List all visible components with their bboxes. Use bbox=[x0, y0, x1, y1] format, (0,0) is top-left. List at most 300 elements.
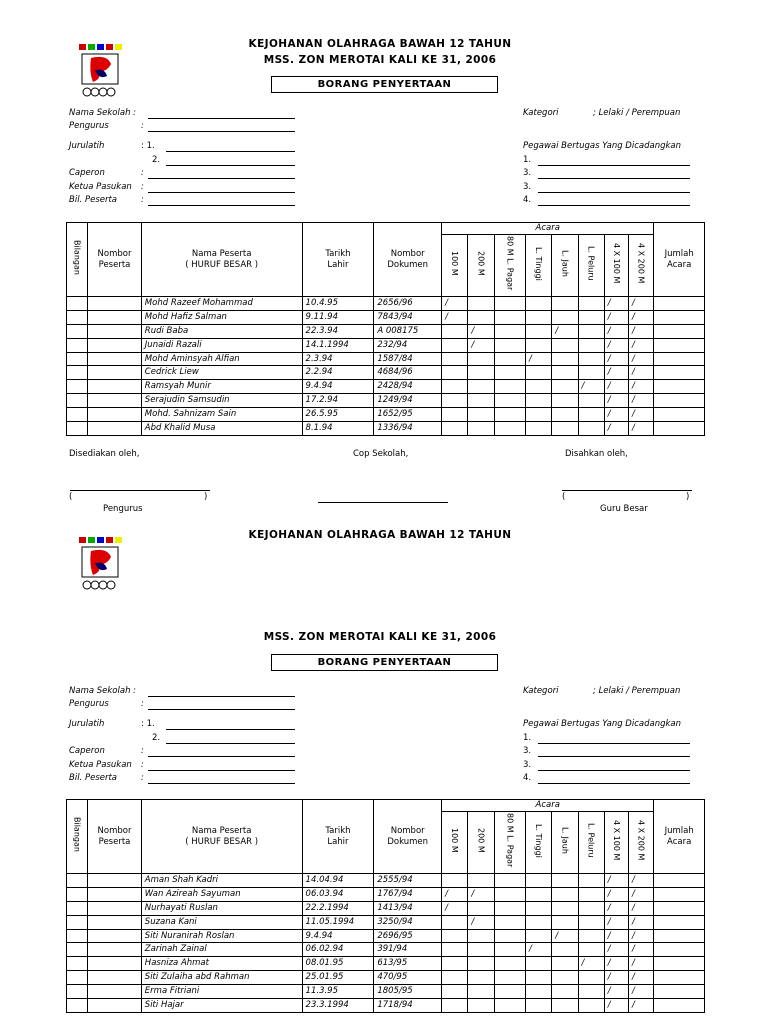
cell-event-mark[interactable] bbox=[442, 929, 468, 943]
cell-jumlah-acara[interactable] bbox=[654, 887, 705, 901]
cell-event-mark[interactable] bbox=[552, 887, 578, 901]
cell-jumlah-acara[interactable] bbox=[654, 985, 705, 999]
cell-event-mark[interactable] bbox=[525, 310, 551, 324]
cell-event-mark[interactable] bbox=[578, 874, 604, 888]
cell-event-mark[interactable] bbox=[525, 915, 551, 929]
cell-tarikh-lahir[interactable]: 08.01.95 bbox=[302, 957, 374, 971]
cell-event-mark[interactable]: / bbox=[604, 422, 628, 436]
cell-event-mark[interactable] bbox=[494, 408, 525, 422]
cell-event-mark[interactable] bbox=[552, 408, 578, 422]
cell-nama-peserta[interactable]: Siti Zulaiha abd Rahman bbox=[141, 971, 302, 985]
cell-event-mark[interactable]: / bbox=[604, 408, 628, 422]
cell-jumlah-acara[interactable] bbox=[654, 943, 705, 957]
cell-event-mark[interactable] bbox=[468, 352, 494, 366]
field-pegawai-4[interactable] bbox=[538, 783, 690, 784]
cell-tarikh-lahir[interactable]: 06.02.94 bbox=[302, 943, 374, 957]
cell-jumlah-acara[interactable] bbox=[654, 310, 705, 324]
cell-event-mark[interactable] bbox=[468, 874, 494, 888]
cell-event-mark[interactable] bbox=[468, 999, 494, 1013]
cell-event-mark[interactable] bbox=[442, 352, 468, 366]
field-nama-sekolah[interactable] bbox=[148, 696, 295, 697]
cell-jumlah-acara[interactable] bbox=[654, 874, 705, 888]
cell-event-mark[interactable] bbox=[525, 338, 551, 352]
cell-nombor-dokumen[interactable]: 1587/84 bbox=[374, 352, 442, 366]
cell-bilangan[interactable] bbox=[67, 408, 88, 422]
cell-bilangan[interactable] bbox=[67, 887, 88, 901]
cell-event-mark[interactable] bbox=[442, 324, 468, 338]
cell-event-mark[interactable]: / bbox=[604, 915, 628, 929]
cell-event-mark[interactable] bbox=[578, 338, 604, 352]
cell-nombor-peserta[interactable] bbox=[88, 366, 142, 380]
cell-event-mark[interactable] bbox=[442, 971, 468, 985]
cell-event-mark[interactable]: / bbox=[629, 999, 654, 1013]
sign-line-pengurus[interactable] bbox=[70, 490, 210, 491]
cell-event-mark[interactable] bbox=[578, 943, 604, 957]
sign-line-cop[interactable] bbox=[318, 502, 448, 503]
cell-event-mark[interactable] bbox=[494, 422, 525, 436]
cell-bilangan[interactable] bbox=[67, 901, 88, 915]
cell-event-mark[interactable]: / bbox=[442, 310, 468, 324]
field-pegawai-3[interactable] bbox=[538, 770, 690, 771]
cell-bilangan[interactable] bbox=[67, 422, 88, 436]
cell-event-mark[interactable] bbox=[578, 310, 604, 324]
cell-event-mark[interactable] bbox=[552, 297, 578, 311]
cell-event-mark[interactable] bbox=[578, 394, 604, 408]
cell-nombor-peserta[interactable] bbox=[88, 338, 142, 352]
cell-jumlah-acara[interactable] bbox=[654, 380, 705, 394]
cell-nama-peserta[interactable]: Mohd Razeef Mohammad bbox=[141, 297, 302, 311]
cell-event-mark[interactable] bbox=[552, 874, 578, 888]
cell-bilangan[interactable] bbox=[67, 985, 88, 999]
cell-nama-peserta[interactable]: Mohd. Sahnizam Sain bbox=[141, 408, 302, 422]
cell-event-mark[interactable] bbox=[442, 874, 468, 888]
cell-event-mark[interactable]: / bbox=[604, 874, 628, 888]
cell-nombor-dokumen[interactable]: 2555/94 bbox=[374, 874, 442, 888]
cell-event-mark[interactable] bbox=[442, 999, 468, 1013]
cell-event-mark[interactable] bbox=[494, 957, 525, 971]
cell-event-mark[interactable]: / bbox=[604, 297, 628, 311]
cell-tarikh-lahir[interactable]: 17.2.94 bbox=[302, 394, 374, 408]
cell-event-mark[interactable] bbox=[442, 338, 468, 352]
cell-event-mark[interactable] bbox=[494, 874, 525, 888]
cell-nombor-dokumen[interactable]: 2656/96 bbox=[374, 297, 442, 311]
cell-event-mark[interactable] bbox=[525, 366, 551, 380]
cell-event-mark[interactable] bbox=[552, 422, 578, 436]
cell-nama-peserta[interactable]: Abd Khalid Musa bbox=[141, 422, 302, 436]
cell-nama-peserta[interactable]: Ramsyah Munir bbox=[141, 380, 302, 394]
cell-nombor-dokumen[interactable]: 1805/95 bbox=[374, 985, 442, 999]
cell-tarikh-lahir[interactable]: 22.3.94 bbox=[302, 324, 374, 338]
cell-nombor-peserta[interactable] bbox=[88, 352, 142, 366]
cell-nombor-peserta[interactable] bbox=[88, 874, 142, 888]
field-pengurus[interactable] bbox=[148, 131, 295, 132]
field-pegawai-1[interactable] bbox=[538, 743, 690, 744]
cell-event-mark[interactable] bbox=[494, 999, 525, 1013]
cell-event-mark[interactable] bbox=[525, 901, 551, 915]
field-bil-peserta[interactable] bbox=[148, 783, 295, 784]
cell-event-mark[interactable] bbox=[468, 422, 494, 436]
cell-event-mark[interactable]: / bbox=[629, 422, 654, 436]
cell-event-mark[interactable] bbox=[552, 957, 578, 971]
cell-event-mark[interactable] bbox=[468, 366, 494, 380]
cell-event-mark[interactable] bbox=[525, 422, 551, 436]
cell-nama-peserta[interactable]: Mohd Aminsyah Alfian bbox=[141, 352, 302, 366]
cell-nombor-dokumen[interactable]: 1718/94 bbox=[374, 999, 442, 1013]
cell-bilangan[interactable] bbox=[67, 310, 88, 324]
cell-event-mark[interactable]: / bbox=[604, 352, 628, 366]
cell-event-mark[interactable] bbox=[494, 929, 525, 943]
cell-jumlah-acara[interactable] bbox=[654, 408, 705, 422]
cell-bilangan[interactable] bbox=[67, 338, 88, 352]
cell-tarikh-lahir[interactable]: 8.1.94 bbox=[302, 422, 374, 436]
cell-nombor-dokumen[interactable]: 2696/95 bbox=[374, 929, 442, 943]
cell-event-mark[interactable] bbox=[468, 380, 494, 394]
cell-jumlah-acara[interactable] bbox=[654, 971, 705, 985]
cell-event-mark[interactable]: / bbox=[604, 310, 628, 324]
cell-nombor-peserta[interactable] bbox=[88, 422, 142, 436]
field-jurulatih-1[interactable] bbox=[166, 729, 295, 730]
cell-event-mark[interactable]: / bbox=[604, 985, 628, 999]
cell-event-mark[interactable] bbox=[525, 380, 551, 394]
cell-jumlah-acara[interactable] bbox=[654, 999, 705, 1013]
field-jurulatih-1[interactable] bbox=[166, 151, 295, 152]
cell-tarikh-lahir[interactable]: 11.3.95 bbox=[302, 985, 374, 999]
cell-event-mark[interactable] bbox=[578, 887, 604, 901]
cell-event-mark[interactable] bbox=[552, 394, 578, 408]
cell-event-mark[interactable] bbox=[578, 929, 604, 943]
cell-event-mark[interactable]: / bbox=[629, 943, 654, 957]
cell-tarikh-lahir[interactable]: 14.1.1994 bbox=[302, 338, 374, 352]
cell-event-mark[interactable] bbox=[552, 310, 578, 324]
cell-jumlah-acara[interactable] bbox=[654, 929, 705, 943]
cell-event-mark[interactable] bbox=[468, 957, 494, 971]
cell-nombor-peserta[interactable] bbox=[88, 394, 142, 408]
field-ketua-pasukan[interactable] bbox=[148, 770, 295, 771]
cell-tarikh-lahir[interactable]: 9.11.94 bbox=[302, 310, 374, 324]
cell-event-mark[interactable]: / bbox=[629, 310, 654, 324]
field-bil-peserta[interactable] bbox=[148, 205, 295, 206]
cell-nombor-dokumen[interactable]: 1249/94 bbox=[374, 394, 442, 408]
cell-nama-peserta[interactable]: Nurhayati Ruslan bbox=[141, 901, 302, 915]
cell-nama-peserta[interactable]: Siti Nuranirah Roslan bbox=[141, 929, 302, 943]
cell-event-mark[interactable] bbox=[578, 985, 604, 999]
cell-event-mark[interactable] bbox=[468, 943, 494, 957]
cell-nama-peserta[interactable]: Aman Shah Kadri bbox=[141, 874, 302, 888]
field-pengurus[interactable] bbox=[148, 709, 295, 710]
cell-event-mark[interactable]: / bbox=[629, 985, 654, 999]
cell-nama-peserta[interactable]: Suzana Kani bbox=[141, 915, 302, 929]
cell-nombor-peserta[interactable] bbox=[88, 297, 142, 311]
cell-jumlah-acara[interactable] bbox=[654, 366, 705, 380]
cell-nombor-peserta[interactable] bbox=[88, 310, 142, 324]
cell-event-mark[interactable]: / bbox=[604, 887, 628, 901]
cell-event-mark[interactable]: / bbox=[629, 957, 654, 971]
cell-nombor-peserta[interactable] bbox=[88, 943, 142, 957]
cell-event-mark[interactable] bbox=[525, 929, 551, 943]
cell-event-mark[interactable] bbox=[578, 422, 604, 436]
cell-event-mark[interactable]: / bbox=[525, 352, 551, 366]
cell-event-mark[interactable] bbox=[494, 324, 525, 338]
cell-event-mark[interactable] bbox=[552, 366, 578, 380]
field-nama-sekolah[interactable] bbox=[148, 118, 295, 119]
cell-nombor-dokumen[interactable]: 232/94 bbox=[374, 338, 442, 352]
cell-event-mark[interactable] bbox=[442, 394, 468, 408]
field-pegawai-2[interactable] bbox=[538, 178, 690, 179]
cell-nombor-dokumen[interactable]: 7843/94 bbox=[374, 310, 442, 324]
cell-event-mark[interactable] bbox=[578, 324, 604, 338]
cell-event-mark[interactable] bbox=[578, 366, 604, 380]
cell-event-mark[interactable]: / bbox=[468, 887, 494, 901]
cell-jumlah-acara[interactable] bbox=[654, 915, 705, 929]
cell-nombor-dokumen[interactable]: 1413/94 bbox=[374, 901, 442, 915]
field-pegawai-4[interactable] bbox=[538, 205, 690, 206]
cell-bilangan[interactable] bbox=[67, 929, 88, 943]
field-pegawai-1[interactable] bbox=[538, 165, 690, 166]
cell-bilangan[interactable] bbox=[67, 366, 88, 380]
cell-event-mark[interactable]: / bbox=[604, 338, 628, 352]
cell-nombor-dokumen[interactable]: 613/95 bbox=[374, 957, 442, 971]
cell-event-mark[interactable]: / bbox=[442, 887, 468, 901]
cell-event-mark[interactable] bbox=[442, 957, 468, 971]
cell-event-mark[interactable] bbox=[578, 352, 604, 366]
cell-event-mark[interactable] bbox=[468, 394, 494, 408]
cell-event-mark[interactable]: / bbox=[578, 380, 604, 394]
cell-nombor-dokumen[interactable]: 391/94 bbox=[374, 943, 442, 957]
cell-event-mark[interactable] bbox=[578, 408, 604, 422]
cell-event-mark[interactable]: / bbox=[604, 324, 628, 338]
cell-nama-peserta[interactable]: Siti Hajar bbox=[141, 999, 302, 1013]
cell-event-mark[interactable] bbox=[494, 971, 525, 985]
cell-bilangan[interactable] bbox=[67, 324, 88, 338]
cell-event-mark[interactable] bbox=[525, 985, 551, 999]
cell-event-mark[interactable] bbox=[578, 999, 604, 1013]
cell-event-mark[interactable] bbox=[442, 366, 468, 380]
cell-event-mark[interactable] bbox=[525, 971, 551, 985]
cell-event-mark[interactable]: / bbox=[468, 338, 494, 352]
cell-nombor-peserta[interactable] bbox=[88, 380, 142, 394]
cell-event-mark[interactable] bbox=[494, 366, 525, 380]
cell-event-mark[interactable] bbox=[442, 943, 468, 957]
cell-event-mark[interactable]: / bbox=[468, 324, 494, 338]
cell-event-mark[interactable] bbox=[525, 957, 551, 971]
cell-event-mark[interactable]: / bbox=[442, 297, 468, 311]
cell-nama-peserta[interactable]: Junaidi Razali bbox=[141, 338, 302, 352]
cell-bilangan[interactable] bbox=[67, 915, 88, 929]
cell-nama-peserta[interactable]: Erma Fitriani bbox=[141, 985, 302, 999]
cell-event-mark[interactable]: / bbox=[552, 929, 578, 943]
cell-tarikh-lahir[interactable]: 9.4.94 bbox=[302, 380, 374, 394]
cell-jumlah-acara[interactable] bbox=[654, 422, 705, 436]
cell-bilangan[interactable] bbox=[67, 874, 88, 888]
cell-event-mark[interactable] bbox=[468, 985, 494, 999]
cell-event-mark[interactable]: / bbox=[629, 366, 654, 380]
cell-event-mark[interactable] bbox=[552, 943, 578, 957]
field-caperon[interactable] bbox=[148, 178, 295, 179]
field-caperon[interactable] bbox=[148, 756, 295, 757]
cell-event-mark[interactable]: / bbox=[629, 887, 654, 901]
cell-bilangan[interactable] bbox=[67, 999, 88, 1013]
cell-event-mark[interactable] bbox=[552, 971, 578, 985]
cell-tarikh-lahir[interactable]: 06.03.94 bbox=[302, 887, 374, 901]
cell-tarikh-lahir[interactable]: 23.3.1994 bbox=[302, 999, 374, 1013]
cell-event-mark[interactable] bbox=[494, 985, 525, 999]
cell-event-mark[interactable]: / bbox=[604, 366, 628, 380]
cell-jumlah-acara[interactable] bbox=[654, 352, 705, 366]
cell-bilangan[interactable] bbox=[67, 394, 88, 408]
cell-event-mark[interactable] bbox=[494, 297, 525, 311]
cell-event-mark[interactable] bbox=[552, 985, 578, 999]
cell-bilangan[interactable] bbox=[67, 297, 88, 311]
cell-event-mark[interactable] bbox=[468, 408, 494, 422]
cell-event-mark[interactable]: / bbox=[629, 915, 654, 929]
cell-nombor-peserta[interactable] bbox=[88, 915, 142, 929]
cell-event-mark[interactable]: / bbox=[578, 957, 604, 971]
cell-nombor-peserta[interactable] bbox=[88, 985, 142, 999]
cell-event-mark[interactable] bbox=[525, 887, 551, 901]
cell-event-mark[interactable] bbox=[442, 422, 468, 436]
sign-line-guru-besar[interactable] bbox=[562, 490, 692, 491]
cell-event-mark[interactable]: / bbox=[629, 394, 654, 408]
cell-event-mark[interactable] bbox=[525, 408, 551, 422]
cell-event-mark[interactable]: / bbox=[604, 957, 628, 971]
cell-jumlah-acara[interactable] bbox=[654, 338, 705, 352]
cell-nombor-dokumen[interactable]: 4684/96 bbox=[374, 366, 442, 380]
cell-event-mark[interactable] bbox=[578, 971, 604, 985]
cell-nombor-dokumen[interactable]: 1652/95 bbox=[374, 408, 442, 422]
cell-event-mark[interactable]: / bbox=[468, 915, 494, 929]
cell-nama-peserta[interactable]: Rudi Baba bbox=[141, 324, 302, 338]
cell-event-mark[interactable] bbox=[552, 915, 578, 929]
cell-event-mark[interactable] bbox=[442, 985, 468, 999]
cell-bilangan[interactable] bbox=[67, 352, 88, 366]
cell-bilangan[interactable] bbox=[67, 957, 88, 971]
cell-event-mark[interactable] bbox=[494, 901, 525, 915]
cell-tarikh-lahir[interactable]: 2.2.94 bbox=[302, 366, 374, 380]
field-ketua-pasukan[interactable] bbox=[148, 192, 295, 193]
cell-event-mark[interactable] bbox=[468, 929, 494, 943]
cell-jumlah-acara[interactable] bbox=[654, 297, 705, 311]
cell-event-mark[interactable]: / bbox=[604, 971, 628, 985]
cell-event-mark[interactable] bbox=[525, 999, 551, 1013]
field-jurulatih-2[interactable] bbox=[166, 165, 295, 166]
cell-tarikh-lahir[interactable]: 11.05.1994 bbox=[302, 915, 374, 929]
cell-event-mark[interactable] bbox=[525, 324, 551, 338]
cell-event-mark[interactable] bbox=[468, 310, 494, 324]
cell-event-mark[interactable] bbox=[578, 297, 604, 311]
cell-tarikh-lahir[interactable]: 26.5.95 bbox=[302, 408, 374, 422]
cell-event-mark[interactable] bbox=[578, 901, 604, 915]
cell-event-mark[interactable]: / bbox=[629, 874, 654, 888]
cell-event-mark[interactable]: / bbox=[629, 971, 654, 985]
cell-event-mark[interactable]: / bbox=[629, 380, 654, 394]
cell-event-mark[interactable] bbox=[494, 310, 525, 324]
cell-nombor-peserta[interactable] bbox=[88, 929, 142, 943]
cell-nombor-dokumen[interactable]: 1336/94 bbox=[374, 422, 442, 436]
cell-nombor-peserta[interactable] bbox=[88, 901, 142, 915]
cell-nombor-peserta[interactable] bbox=[88, 971, 142, 985]
cell-event-mark[interactable] bbox=[494, 394, 525, 408]
cell-event-mark[interactable]: / bbox=[604, 999, 628, 1013]
cell-event-mark[interactable] bbox=[552, 380, 578, 394]
field-pegawai-2[interactable] bbox=[538, 756, 690, 757]
cell-event-mark[interactable]: / bbox=[629, 901, 654, 915]
cell-event-mark[interactable] bbox=[494, 352, 525, 366]
cell-jumlah-acara[interactable] bbox=[654, 394, 705, 408]
cell-event-mark[interactable]: / bbox=[629, 297, 654, 311]
field-jurulatih-2[interactable] bbox=[166, 743, 295, 744]
cell-event-mark[interactable]: / bbox=[604, 929, 628, 943]
cell-event-mark[interactable] bbox=[442, 915, 468, 929]
cell-nombor-peserta[interactable] bbox=[88, 324, 142, 338]
cell-jumlah-acara[interactable] bbox=[654, 957, 705, 971]
cell-event-mark[interactable] bbox=[552, 999, 578, 1013]
cell-tarikh-lahir[interactable]: 22.2.1994 bbox=[302, 901, 374, 915]
cell-bilangan[interactable] bbox=[67, 971, 88, 985]
cell-nombor-dokumen[interactable]: A 008175 bbox=[374, 324, 442, 338]
cell-event-mark[interactable]: / bbox=[629, 929, 654, 943]
cell-nama-peserta[interactable]: Mohd Hafiz Salman bbox=[141, 310, 302, 324]
field-pegawai-3[interactable] bbox=[538, 192, 690, 193]
cell-nombor-dokumen[interactable]: 470/95 bbox=[374, 971, 442, 985]
cell-nama-peserta[interactable]: Zarinah Zainal bbox=[141, 943, 302, 957]
cell-tarikh-lahir[interactable]: 14.04.94 bbox=[302, 874, 374, 888]
cell-event-mark[interactable]: / bbox=[525, 943, 551, 957]
cell-event-mark[interactable] bbox=[552, 338, 578, 352]
cell-event-mark[interactable]: / bbox=[604, 943, 628, 957]
cell-nombor-dokumen[interactable]: 1767/94 bbox=[374, 887, 442, 901]
cell-nama-peserta[interactable]: Hasniza Ahmat bbox=[141, 957, 302, 971]
cell-event-mark[interactable]: / bbox=[552, 324, 578, 338]
cell-event-mark[interactable] bbox=[552, 901, 578, 915]
cell-nama-peserta[interactable]: Wan Azireah Sayuman bbox=[141, 887, 302, 901]
cell-nombor-dokumen[interactable]: 2428/94 bbox=[374, 380, 442, 394]
cell-event-mark[interactable] bbox=[468, 297, 494, 311]
cell-event-mark[interactable] bbox=[578, 915, 604, 929]
cell-event-mark[interactable] bbox=[494, 380, 525, 394]
cell-tarikh-lahir[interactable]: 9.4.94 bbox=[302, 929, 374, 943]
cell-event-mark[interactable] bbox=[494, 887, 525, 901]
cell-event-mark[interactable]: / bbox=[629, 408, 654, 422]
cell-nombor-peserta[interactable] bbox=[88, 957, 142, 971]
cell-event-mark[interactable]: / bbox=[629, 352, 654, 366]
cell-event-mark[interactable] bbox=[468, 971, 494, 985]
cell-nombor-dokumen[interactable]: 3250/94 bbox=[374, 915, 442, 929]
cell-nama-peserta[interactable]: Serajudin Samsudin bbox=[141, 394, 302, 408]
cell-event-mark[interactable]: / bbox=[604, 380, 628, 394]
cell-event-mark[interactable]: / bbox=[604, 394, 628, 408]
cell-bilangan[interactable] bbox=[67, 943, 88, 957]
cell-event-mark[interactable]: / bbox=[629, 338, 654, 352]
cell-event-mark[interactable] bbox=[494, 338, 525, 352]
cell-event-mark[interactable]: / bbox=[604, 901, 628, 915]
cell-event-mark[interactable] bbox=[552, 352, 578, 366]
cell-nama-peserta[interactable]: Cedrick Liew bbox=[141, 366, 302, 380]
cell-event-mark[interactable] bbox=[468, 901, 494, 915]
cell-event-mark[interactable] bbox=[494, 915, 525, 929]
cell-tarikh-lahir[interactable]: 10.4.95 bbox=[302, 297, 374, 311]
cell-event-mark[interactable] bbox=[525, 297, 551, 311]
cell-nombor-peserta[interactable] bbox=[88, 887, 142, 901]
cell-nombor-peserta[interactable] bbox=[88, 999, 142, 1013]
cell-event-mark[interactable] bbox=[442, 408, 468, 422]
cell-tarikh-lahir[interactable]: 25.01.95 bbox=[302, 971, 374, 985]
cell-tarikh-lahir[interactable]: 2.3.94 bbox=[302, 352, 374, 366]
cell-nombor-peserta[interactable] bbox=[88, 408, 142, 422]
cell-event-mark[interactable] bbox=[442, 380, 468, 394]
cell-event-mark[interactable] bbox=[525, 394, 551, 408]
cell-jumlah-acara[interactable] bbox=[654, 901, 705, 915]
cell-event-mark[interactable]: / bbox=[442, 901, 468, 915]
